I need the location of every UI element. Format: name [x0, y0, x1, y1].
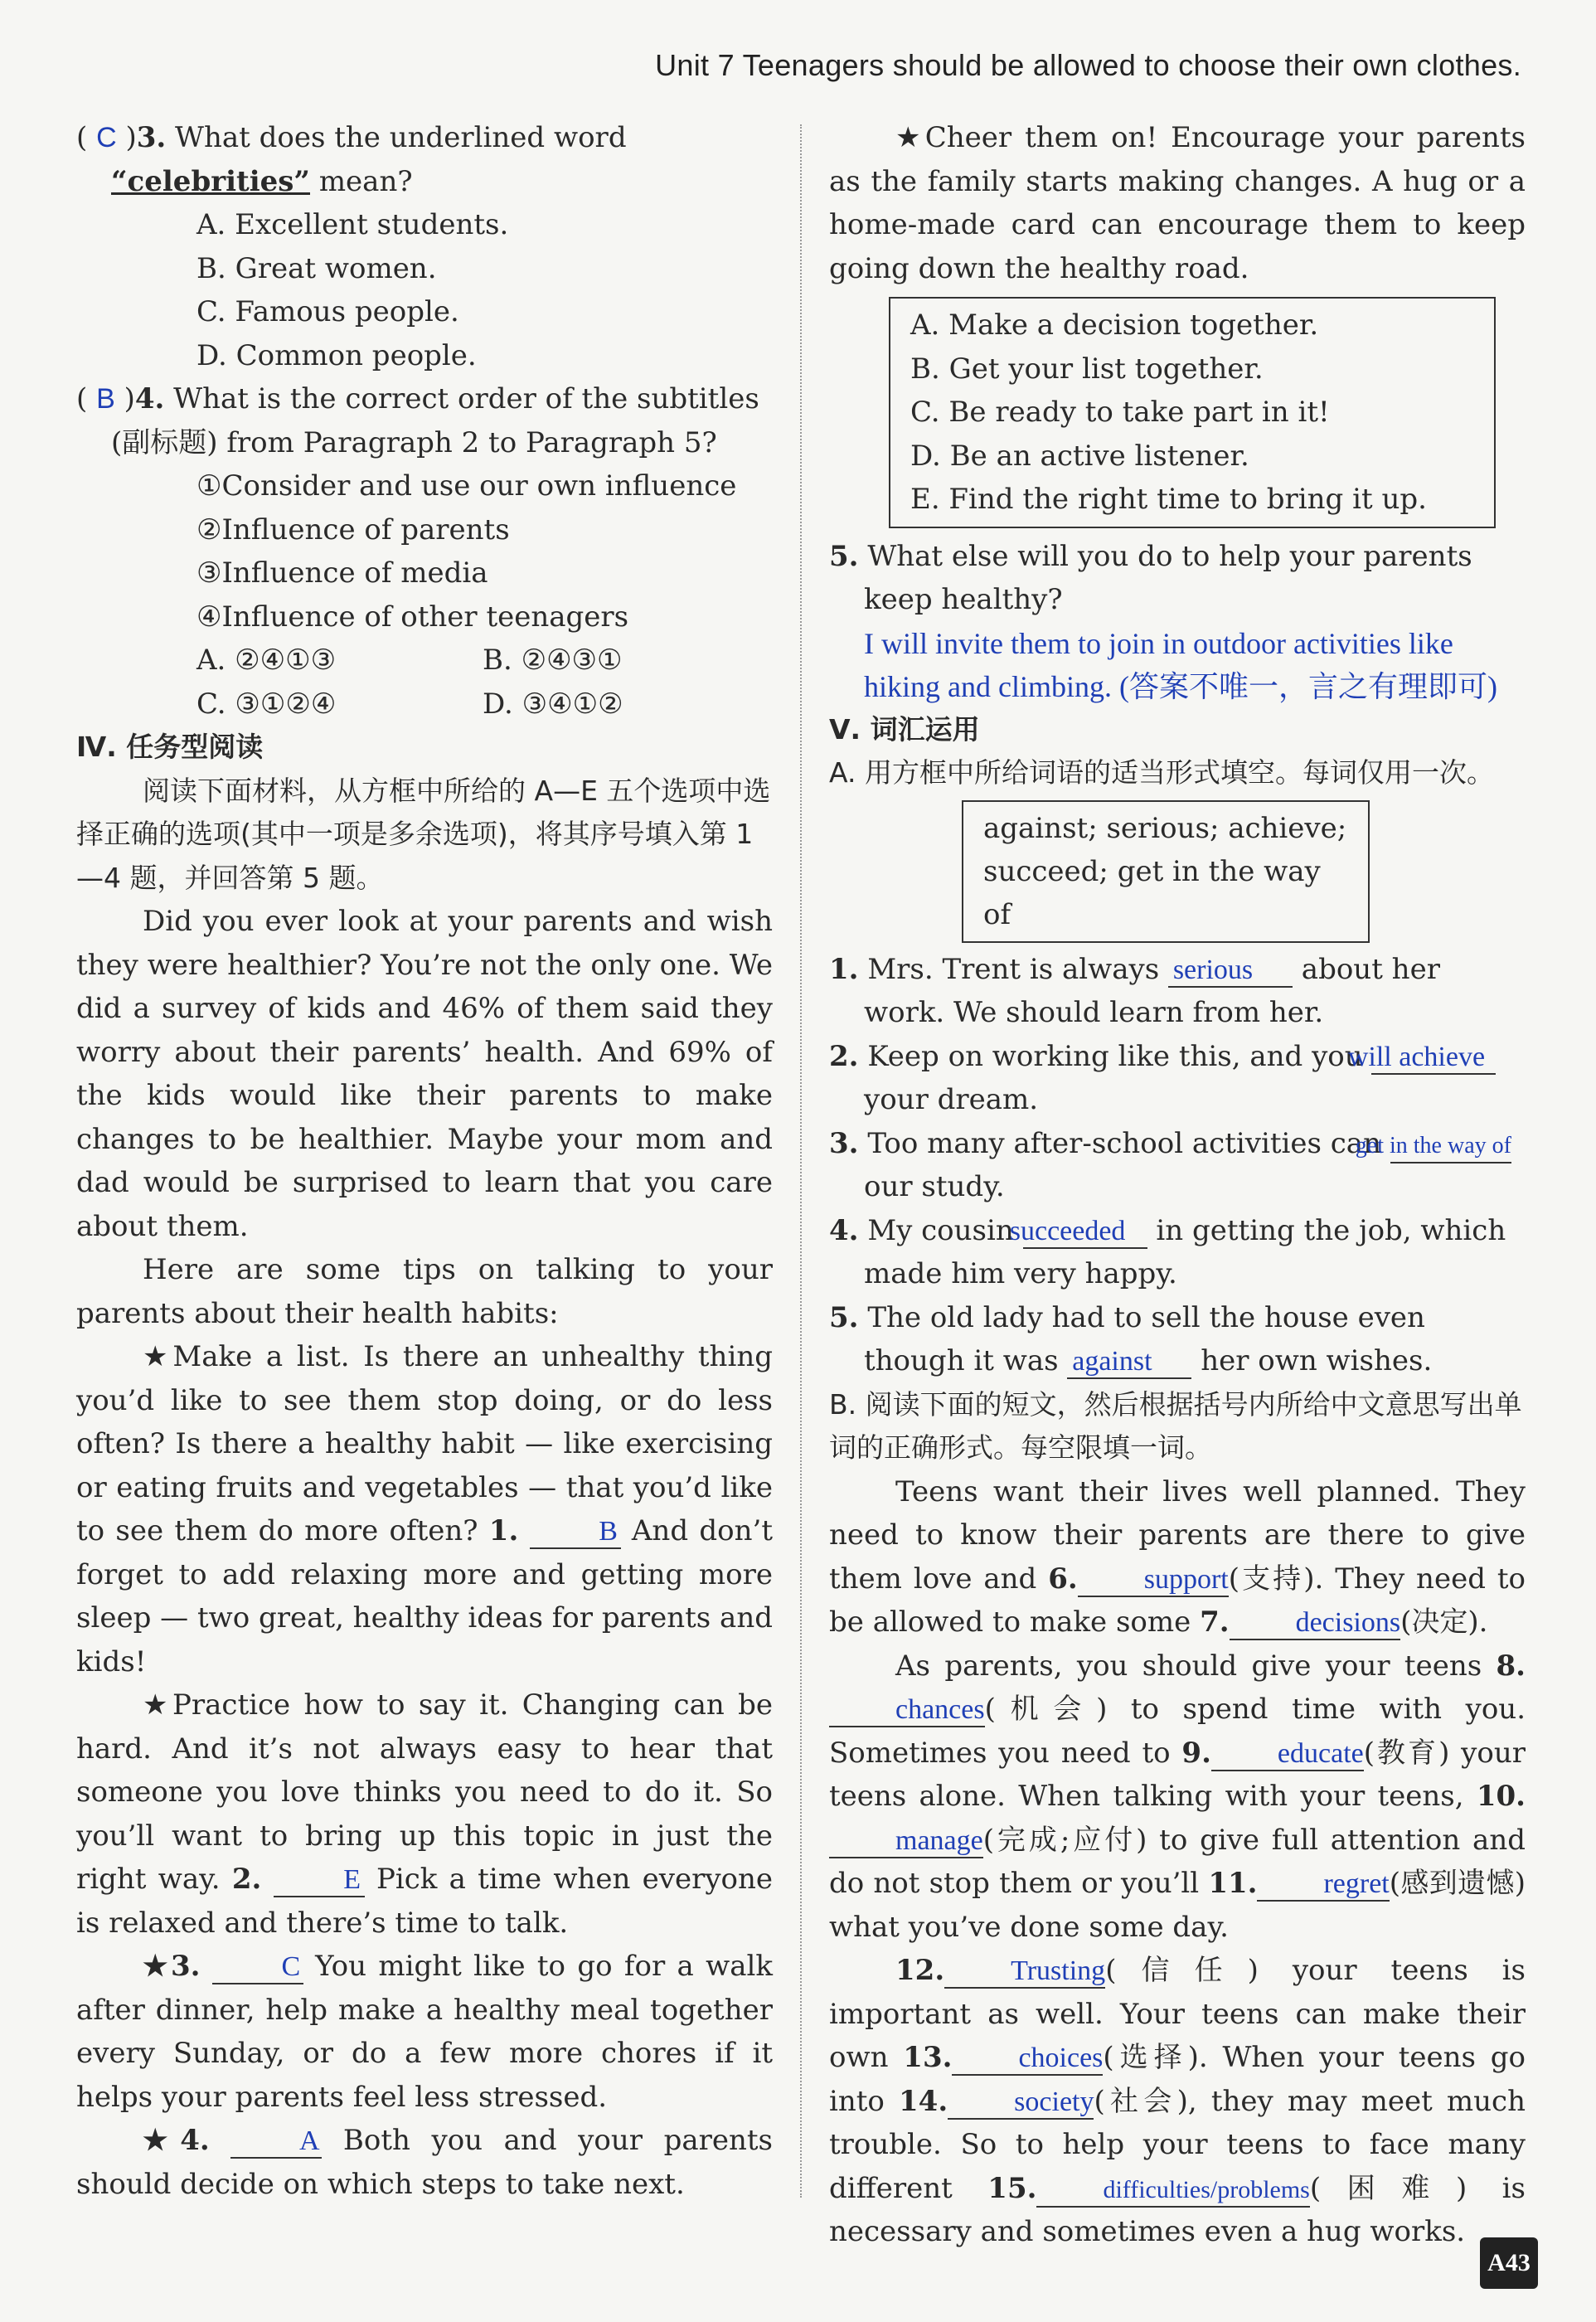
- section-5-title: Ⅴ. 词汇运用: [829, 712, 980, 746]
- reading-para-2: Here are some tips on talking to your parents about their health habits:: [76, 1253, 773, 1330]
- reading-para-1: Did you ever look at your parents and wish they were healthier? You’re not the only one. We did a survey of kids and 46% of them said they worry about their parents’ health. And 69% of the kids would like their parents to make changes to be healthier. Maybe your mom and dad would be surprised to learn that you care about them.: [76, 905, 773, 1243]
- blank-10[interactable]: manage: [829, 1825, 983, 1858]
- question-3: ( C )3. What does the underlined word “celebrities” mean?: [76, 121, 627, 198]
- box-option-c: C. Be ready to take part in it!: [910, 396, 1330, 429]
- part-b-para-1: Teens want their lives well planned. They need to know their parents are there to give them love and 6. support(支持). They need to be allowed to make some 7. decisions(决定).: [829, 1474, 1526, 1639]
- blank-a4[interactable]: succeeded: [1023, 1216, 1147, 1249]
- tip-5: ★Cheer them on! Encourage your parents as the family starts making changes. A hug or a home-made card can encourage them to keep going down the healthy road.: [829, 121, 1526, 285]
- blank-14[interactable]: society: [948, 2086, 1094, 2120]
- box-option-e: E. Find the right time to bring it up.: [910, 483, 1427, 516]
- box-option-d: D. Be an active listener.: [910, 439, 1249, 473]
- tip-3: ★3. C You might like to go for a walk after dinner, help make a healthy meal together every Sunday, or do a few more chores if it helps your parents feel less stressed.: [76, 1950, 773, 2114]
- blank-7[interactable]: decisions: [1230, 1607, 1401, 1640]
- q4-options-ab: A. ②④①③ B. ②④③①: [196, 644, 623, 677]
- q4-options-cd: C. ③①②④ D. ③④①②: [196, 687, 623, 721]
- blank-a2[interactable]: will achieve: [1371, 1042, 1496, 1075]
- blank-11[interactable]: regret: [1257, 1868, 1389, 1902]
- part-b-instructions: B. 阅读下面的短文，然后根据括号内所给中文意思写出单词的正确形式。每空限填一词。: [829, 1387, 1522, 1464]
- blank-a3[interactable]: get in the way of: [1390, 1130, 1511, 1163]
- vocab-a3: 3. Too many after-school activities can get in the way of our study.: [829, 1126, 1511, 1203]
- box-option-a: A. Make a decision together.: [910, 308, 1319, 342]
- word-box: against; serious; achieve; succeed; get in the way of: [962, 800, 1370, 943]
- answer-3: C: [96, 122, 117, 153]
- blank-a5[interactable]: against: [1067, 1346, 1191, 1379]
- blank-a1[interactable]: serious: [1168, 955, 1293, 988]
- blank-2[interactable]: E: [274, 1864, 365, 1897]
- page-number-badge: A43: [1480, 2237, 1538, 2289]
- blank-6[interactable]: support: [1078, 1564, 1229, 1597]
- q3-option-b: B. Great women.: [196, 251, 437, 285]
- q3-option-a: A. Excellent students.: [196, 208, 509, 241]
- section-4-instructions: 阅读下面材料，从方框中所给的 A—E 五个选项中选择正确的选项(其中一项是多余选项)，将其序号填入第 1—4 题，并回答第 5 题。: [76, 774, 771, 894]
- blank-12[interactable]: Trusting: [944, 1955, 1105, 1989]
- box-option-b: B. Get your list together.: [910, 352, 1264, 386]
- answer-4: B: [96, 383, 115, 415]
- question-5-answer: I will invite them to join in outdoor activities like hiking and climbing. (答案不唯一，言之有理即可): [864, 626, 1497, 703]
- blank-15[interactable]: difficulties/problems: [1036, 2174, 1309, 2208]
- vocab-a2: 2. Keep on working like this, and you will achieve your dream.: [829, 1035, 1526, 1122]
- blank-9[interactable]: educate: [1211, 1738, 1364, 1771]
- section-4-title: Ⅳ. 任务型阅读: [76, 731, 264, 763]
- tip-4: ★4. A Both you and your parents should decide on which steps to take next.: [76, 2124, 773, 2201]
- page-header: Unit 7 Teenagers should be allowed to choose their own clothes.: [655, 48, 1521, 82]
- tip-1: ★Make a list. Is there an unhealthy thing you’d like to see them stop doing, or do less often? Is there a healthy habit — like exercising or eating fruits and vegetables — that you’d like to see them do more often? 1. B And don’t forget to add relaxing more and getting more sleep — two great, healthy ideas for parents and kids!: [76, 1340, 773, 1678]
- q3-option-c: C. Famous people.: [196, 295, 459, 328]
- options-box: [889, 297, 1496, 528]
- blank-1[interactable]: B: [530, 1516, 621, 1549]
- question-5: 5. What else will you do to help your parents keep healthy?: [829, 539, 1472, 616]
- q3-option-d: D. Common people.: [196, 338, 477, 372]
- part-a-instructions: A. 用方框中所给词语的适当形式填空。每词仅用一次。: [829, 756, 1494, 789]
- vocab-a5: 5. The old lady had to sell the house even though it was against her own wishes.: [829, 1300, 1433, 1377]
- vocab-a4: 4. My cousin succeeded in getting the job, which made him very happy.: [829, 1213, 1506, 1290]
- q4-item-1: ①Consider and use our own influence: [196, 469, 737, 503]
- q4-item-4: ④Influence of other teenagers: [196, 600, 629, 634]
- part-b-para-3: 12. Trusting(信任) your teens is important as well. Your teens can make their own 13. choices(选择). When your teens go into 14. society(社会), they may meet much trouble. So to help your teens to face many different 15. difficulties/problems(困难) is necessary and sometimes even a hug works.: [829, 1954, 1526, 2248]
- blank-3[interactable]: C: [212, 1951, 303, 1984]
- blank-13[interactable]: choices: [952, 2043, 1103, 2076]
- q4-item-2: ②Influence of parents: [196, 512, 510, 546]
- right-column: [829, 116, 1526, 2254]
- vocab-a1: 1. Mrs. Trent is always serious about her work. We should learn from her.: [829, 952, 1440, 1029]
- left-column: [76, 116, 773, 2206]
- underlined-word: “celebrities”: [111, 164, 310, 198]
- q4-item-3: ③Influence of media: [196, 556, 488, 590]
- part-b-para-2: As parents, you should give your teens 8.chances(机会) to spend time with you. Sometimes you need to 9. educate(教育) your teens alone. When talking with your teens, 10.manage(完成;应付) to give full attention and do not stop them or you’ll 11. regret(感到遗憾) what you’ve done some day.: [829, 1649, 1526, 1944]
- question-4: ( B )4. What is the correct order of the subtitles (副标题) from Paragraph 2 to Paragraph 5?: [76, 382, 759, 459]
- blank-8[interactable]: chances: [829, 1694, 985, 1727]
- column-divider: [800, 124, 802, 2198]
- blank-4[interactable]: A: [230, 2125, 322, 2159]
- tip-2: ★Practice how to say it. Changing can be hard. And it’s not always easy to hear that someone you love thinks you need to do it. So you’ll want to bring up this topic in just the right way. 2. E Pick a time when everyone is relaxed and there’s time to talk.: [76, 1688, 774, 1940]
